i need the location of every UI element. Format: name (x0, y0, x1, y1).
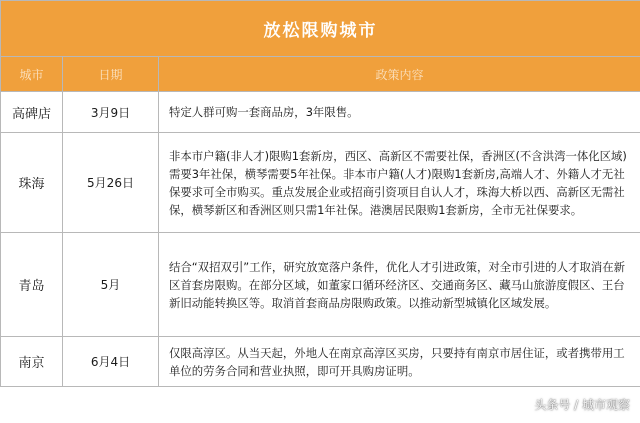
header-city: 城市 (1, 57, 63, 92)
date-cell: 3月9日 (63, 92, 159, 133)
date-cell: 5月 (63, 233, 159, 337)
city-cell: 南京 (1, 337, 63, 387)
policy-cell: 非本市户籍(非人才)限购1套新房，西区、高新区不需要社保，香洲区(不含洪湾一体化区域)需要3年社保，横琴需要5年社保。非本市户籍(人才)限购1套新房,高端人才、外籍人才无社保要求可全市购买。重点发展企业或招商引资项目自认人才，珠海大桥以西、高新区无需社保，横琴新区和香洲区则只需1年社保。港澳居民限购1套新房，全市无社保要求。 (159, 133, 640, 233)
watermark: 头条号 / 城市观察 (534, 398, 630, 412)
policy-cell: 结合“双招双引”工作，研究放宽落户条件，优化人才引进政策，对全市引进的人才取消在新区首套房限购。在部分区域，如董家口循环经济区、交通商务区、藏马山旅游度假区、王台新旧动能转换区等。取消首套商品房限购政策。以推动新型城镇化区域发展。 (159, 233, 640, 337)
table-row (1, 133, 640, 233)
city-cell: 高碑店 (1, 92, 63, 133)
date-cell: 5月26日 (63, 133, 159, 233)
date-cell: 6月4日 (63, 337, 159, 387)
policy-cell: 仅限高淳区。从当天起，外地人在南京高淳区买房，只要持有南京市居住证，或者携带用工单位的劳务合同和营业执照，即可开具购房证明。 (159, 337, 640, 387)
header-date: 日期 (63, 57, 159, 92)
table-row (1, 233, 640, 337)
table-title: 放松限购城市 (1, 1, 640, 57)
city-cell: 青岛 (1, 233, 63, 337)
table-row (1, 92, 640, 133)
title-row (1, 1, 640, 57)
policy-cell: 特定人群可购一套商品房，3年限售。 (159, 92, 640, 133)
header-policy: 政策内容 (159, 57, 640, 92)
header-row (1, 57, 640, 92)
table-row (1, 337, 640, 387)
city-cell: 珠海 (1, 133, 63, 233)
